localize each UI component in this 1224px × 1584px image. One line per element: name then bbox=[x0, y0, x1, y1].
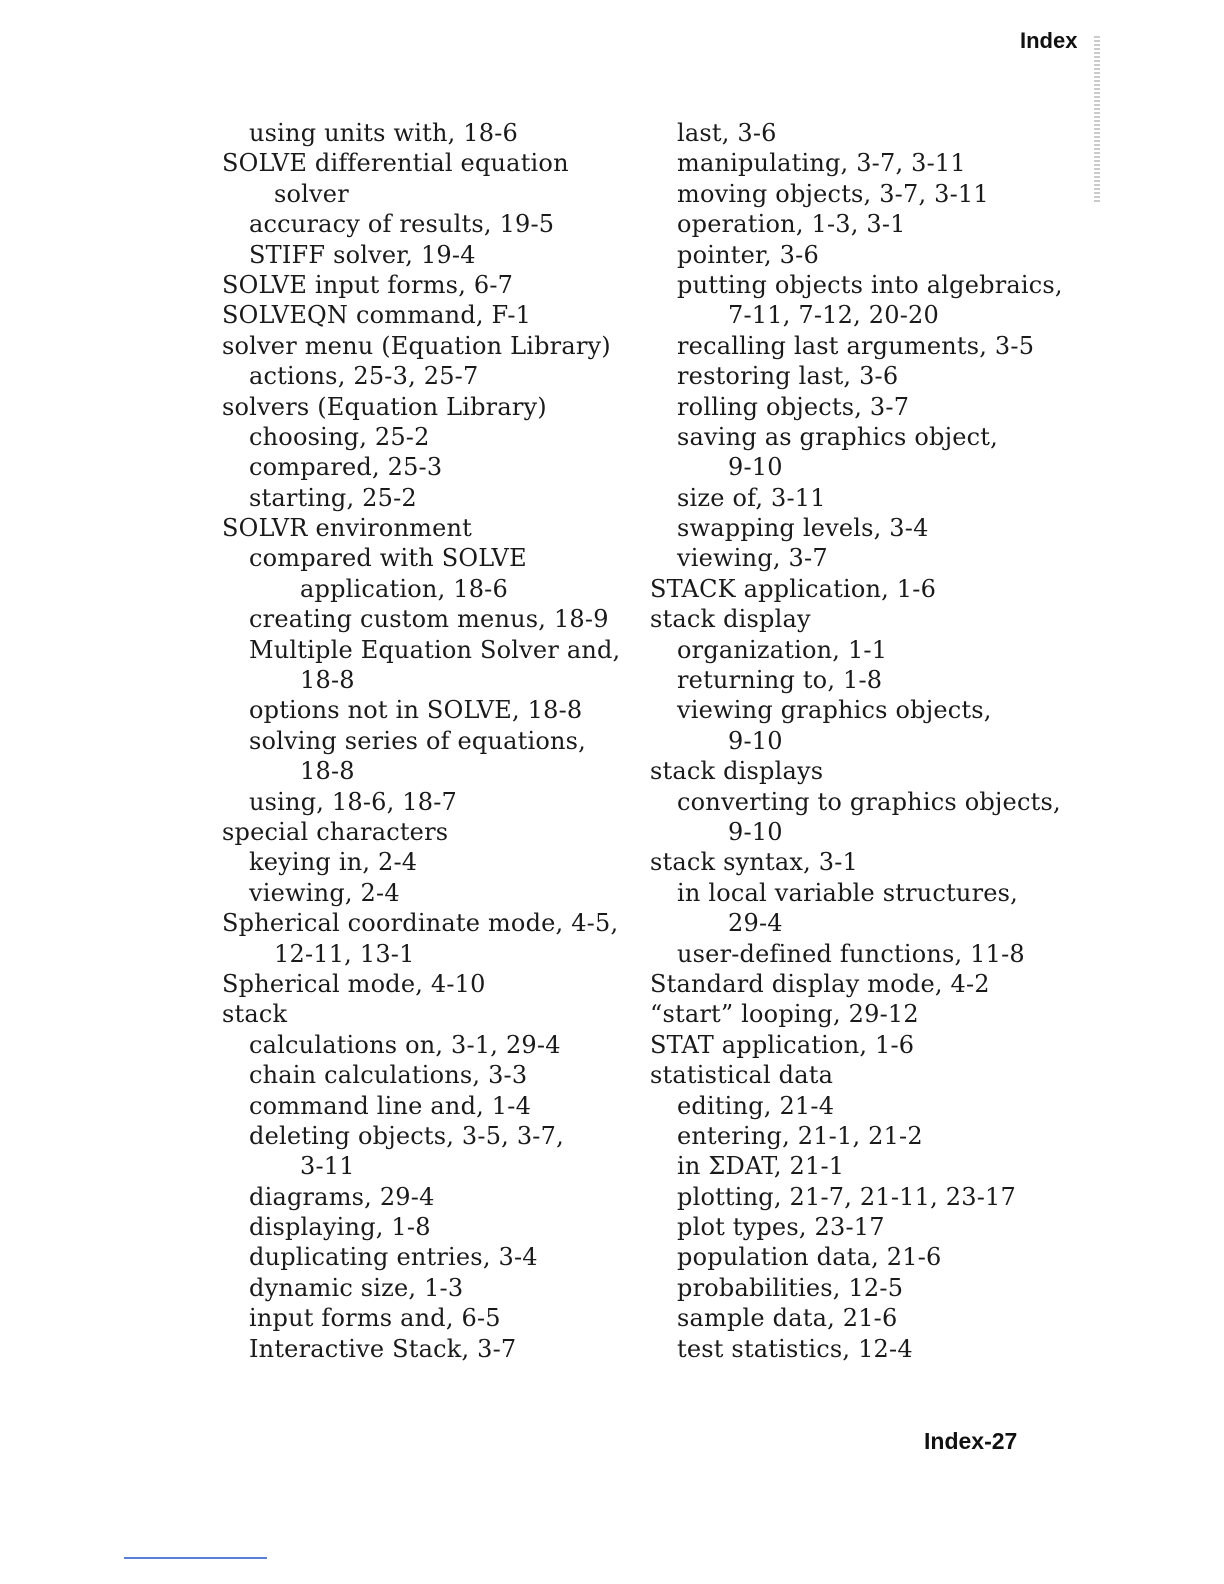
index-entry: sample data, 21-6 bbox=[677, 1304, 898, 1333]
index-entry: 29-4 bbox=[728, 909, 783, 938]
footer-rule bbox=[124, 1557, 267, 1559]
index-entry: calculations on, 3-1, 29-4 bbox=[249, 1030, 561, 1059]
index-entry: special characters bbox=[222, 817, 449, 846]
index-entry: Spherical coordinate mode, 4-5, bbox=[222, 909, 619, 938]
index-entry: command line and, 1-4 bbox=[249, 1091, 532, 1120]
index-entry: in ΣDAT, 21-1 bbox=[677, 1152, 845, 1181]
index-entry: SOLVE differential equation bbox=[222, 149, 569, 178]
index-entry: displaying, 1-8 bbox=[249, 1213, 431, 1242]
index-entry: 18-8 bbox=[300, 666, 355, 695]
index-entry: recalling last arguments, 3-5 bbox=[677, 331, 1035, 360]
index-entry: pointer, 3-6 bbox=[677, 240, 819, 269]
index-entry: creating custom menus, 18-9 bbox=[249, 605, 609, 634]
index-entry: STACK application, 1-6 bbox=[650, 574, 937, 603]
index-entry: in local variable structures, bbox=[677, 878, 1018, 907]
index-entry: using, 18-6, 18-7 bbox=[249, 787, 458, 816]
index-entry: stack syntax, 3-1 bbox=[650, 848, 859, 877]
index-entry: test statistics, 12-4 bbox=[677, 1334, 913, 1363]
index-entry: deleting objects, 3-5, 3-7, bbox=[249, 1121, 564, 1150]
index-entry: population data, 21-6 bbox=[677, 1243, 942, 1272]
index-entry: organization, 1-1 bbox=[677, 635, 888, 664]
index-entry: solvers (Equation Library) bbox=[222, 392, 547, 421]
index-entry: rolling objects, 3-7 bbox=[677, 392, 910, 421]
index-entry: viewing graphics objects, bbox=[677, 696, 992, 725]
index-entry: stack display bbox=[650, 605, 811, 634]
index-entry: Standard display mode, 4-2 bbox=[650, 969, 990, 998]
index-entry: chain calculations, 3-3 bbox=[249, 1061, 528, 1090]
index-entry: last, 3-6 bbox=[677, 119, 777, 147]
page-number: Index-27 bbox=[924, 1428, 1018, 1454]
index-entry: Spherical mode, 4-10 bbox=[222, 969, 486, 998]
index-entry: 9-10 bbox=[728, 726, 783, 755]
index-entry: SOLVE input forms, 6-7 bbox=[222, 270, 514, 299]
index-column-right bbox=[650, 118, 1063, 1364]
index-entry: 12-11, 13-1 bbox=[274, 939, 415, 968]
index-entry: operation, 1-3, 3-1 bbox=[677, 210, 906, 239]
index-entry: plot types, 23-17 bbox=[677, 1213, 885, 1242]
index-entry: converting to graphics objects, bbox=[677, 787, 1061, 816]
index-entry: compared, 25-3 bbox=[249, 453, 443, 482]
index-entry: Multiple Equation Solver and, bbox=[249, 635, 621, 664]
index-entry: actions, 25-3, 25-7 bbox=[249, 362, 479, 391]
index-entry: STIFF solver, 19-4 bbox=[249, 240, 476, 269]
index-entry: 9-10 bbox=[728, 453, 783, 482]
index-entry: editing, 21-4 bbox=[677, 1091, 835, 1120]
section-label: Index bbox=[1020, 28, 1078, 53]
index-column-left bbox=[222, 118, 621, 1364]
index-entry: solver bbox=[274, 179, 349, 208]
index-entry: using units with, 18-6 bbox=[249, 119, 518, 147]
index-entry: dynamic size, 1-3 bbox=[249, 1273, 464, 1302]
index-entry: options not in SOLVE, 18-8 bbox=[249, 696, 583, 725]
index-entry: 7-11, 7-12, 20-20 bbox=[728, 301, 939, 330]
index-entry: 9-10 bbox=[728, 817, 783, 846]
index-entry: swapping levels, 3-4 bbox=[677, 514, 929, 543]
index-entry: saving as graphics object, bbox=[677, 422, 998, 451]
index-entry: SOLVEQN command, F-1 bbox=[222, 301, 532, 330]
index-entry: entering, 21-1, 21-2 bbox=[677, 1121, 923, 1150]
index-entry: plotting, 21-7, 21-11, 23-17 bbox=[677, 1182, 1016, 1211]
index-entry: user-defined functions, 11-8 bbox=[677, 939, 1025, 968]
index-entry: solving series of equations, bbox=[249, 726, 587, 755]
index-entry: choosing, 25-2 bbox=[249, 422, 430, 451]
index-entry: keying in, 2-4 bbox=[249, 848, 418, 877]
index-entry: stack bbox=[222, 1000, 288, 1029]
index-entry: “start” looping, 29-12 bbox=[650, 1000, 919, 1029]
index-entry: application, 18-6 bbox=[300, 574, 508, 603]
index-entry: solver menu (Equation Library) bbox=[222, 331, 611, 360]
index-entry: compared with SOLVE bbox=[249, 544, 527, 573]
index-entry: SOLVR environment bbox=[222, 514, 472, 543]
index-entry: duplicating entries, 3-4 bbox=[249, 1243, 538, 1272]
index-entry: 18-8 bbox=[300, 757, 355, 786]
index-entry: size of, 3-11 bbox=[677, 483, 826, 512]
index-entry: returning to, 1-8 bbox=[677, 666, 883, 695]
index-entry: stack displays bbox=[650, 757, 824, 786]
index-entry: viewing, 3-7 bbox=[677, 544, 828, 573]
index-entry: manipulating, 3-7, 3-11 bbox=[677, 149, 966, 178]
index-entry: moving objects, 3-7, 3-11 bbox=[677, 179, 989, 208]
index-entry: STAT application, 1-6 bbox=[650, 1030, 915, 1059]
index-entry: restoring last, 3-6 bbox=[677, 362, 899, 391]
index-entry: statistical data bbox=[650, 1061, 834, 1090]
index-entry: input forms and, 6-5 bbox=[249, 1304, 501, 1333]
index-entry: probabilities, 12-5 bbox=[677, 1273, 904, 1302]
page-edge-mark bbox=[1094, 36, 1100, 204]
index-entry: accuracy of results, 19-5 bbox=[249, 210, 555, 239]
index-entry: Interactive Stack, 3-7 bbox=[249, 1334, 517, 1363]
index-entry: putting objects into algebraics, bbox=[677, 270, 1063, 299]
index-entry: 3-11 bbox=[300, 1152, 355, 1181]
index-entry: diagrams, 29-4 bbox=[249, 1182, 435, 1211]
index-entry: viewing, 2-4 bbox=[249, 878, 400, 907]
index-entry: starting, 25-2 bbox=[249, 483, 417, 512]
